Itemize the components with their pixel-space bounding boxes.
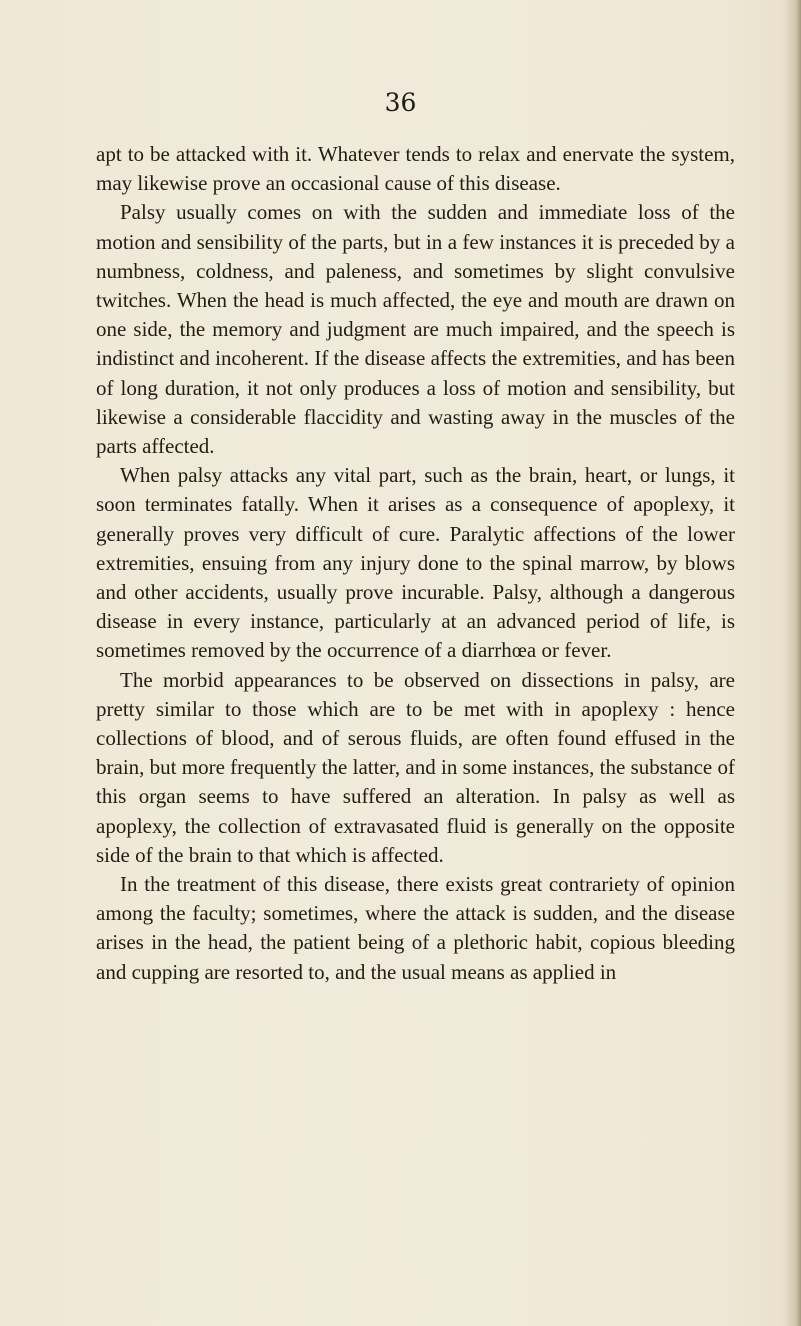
paragraph-1: apt to be attacked with it. Whatever tends to relax and enervate the system, may likewise prove an occasional cause of this disease. [96, 142, 735, 196]
body-text [96, 140, 735, 987]
paragraph-4: The morbid appearances to be observed on dissections in palsy, are pretty similar to those which are to be met with in apoplexy : hence collections of blood, and of serous fluids, are often found effused in the brain, but more frequently the latter, and in some instances, the substance of this organ seems to have suffered an alteration. In palsy as well as apoplexy, the collection of extravasated fluid is generally on the opposite side of the brain to that which is affected. [96, 667, 735, 867]
page-edge-shadow [783, 0, 801, 1326]
paragraph-3: When palsy attacks any vital part, such as the brain, heart, or lungs, it soon terminates fatally. When it arises as a consequence of apoplexy, it generally proves very difficult of cure. Paralytic affections of the lower extremities, ensuing from any injury done to the spinal marrow, by blows and other accidents, usually prove incurable. Palsy, although a dangerous disease in every instance, particularly at an advanced period of life, is sometimes removed by the occurrence of a diarrhœa or fever. [96, 463, 735, 663]
page-number: 36 [384, 88, 417, 117]
paragraph-2: Palsy usually comes on with the sudden and immediate loss of the motion and sensibility of the parts, but in a few instances it is preceded by a numbness, coldness, and paleness, and sometimes by slight convulsive twitches. When the head is much affected, the eye and mouth are drawn on one side, the memory and judgment are much impaired, and the speech is indistinct and incoherent. If the disease affects the extremities, and has been of long duration, it not only produces a loss of motion and sensibility, but likewise a considerable flaccidity and wasting away in the muscles of the parts affected. [96, 200, 735, 459]
paragraph-5: In the treatment of this disease, there exists great contrariety of opinion among the faculty; sometimes, where the attack is sudden, and the disease arises in the head, the patient being of a plethoric habit, copious bleeding and cupping are resorted to, and the usual means as applied in [96, 872, 735, 984]
